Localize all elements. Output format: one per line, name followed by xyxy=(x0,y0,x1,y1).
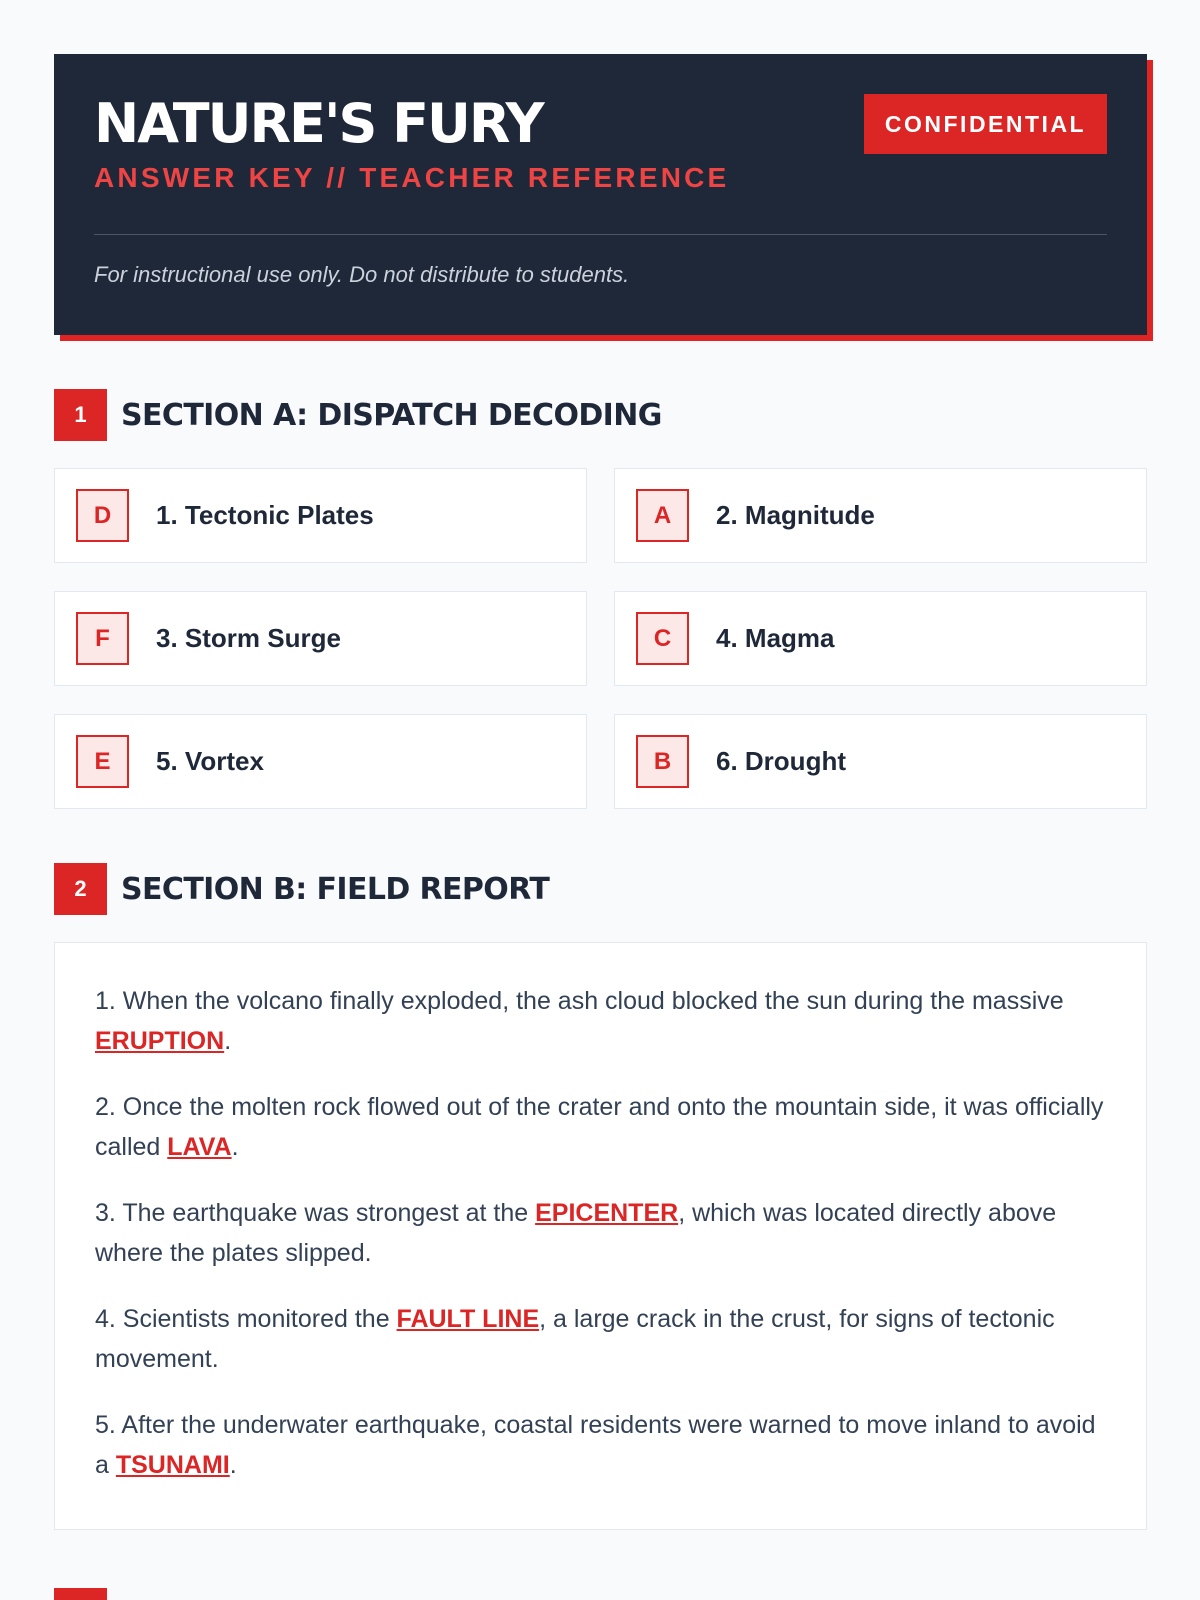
answer-word: LAVA xyxy=(167,1133,232,1161)
section-number-badge: 2 xyxy=(54,863,107,915)
page-subtitle: ANSWER KEY // TEACHER REFERENCE xyxy=(94,162,730,193)
sentence-text: 1. When the volcano finally exploded, the ash cloud blocked the sun during the massive xyxy=(95,987,1064,1015)
answer-word: TSUNAMI xyxy=(115,1451,230,1479)
answer-term: 2. Magnitude xyxy=(716,500,875,530)
section-a-heading xyxy=(54,389,1147,441)
section-b-heading xyxy=(54,863,1147,915)
page-title: NATURE'S FURY xyxy=(94,92,543,155)
header-card xyxy=(54,54,1147,335)
report-sentence xyxy=(95,1193,1106,1273)
answer-card xyxy=(614,591,1147,686)
answer-term: 1. Tectonic Plates xyxy=(156,500,374,530)
report-sentence xyxy=(95,1087,1106,1167)
answer-term: 3. Storm Surge xyxy=(156,623,341,653)
answer-letter-box: E xyxy=(76,735,129,788)
report-sentence xyxy=(95,1299,1106,1379)
answer-word: EPICENTER xyxy=(535,1199,679,1227)
header-divider xyxy=(94,234,1107,235)
answer-card xyxy=(54,468,587,563)
next-section-badge xyxy=(54,1588,107,1600)
section-title: SECTION A: DISPATCH DECODING xyxy=(121,397,662,433)
answer-word: ERUPTION xyxy=(95,1027,225,1055)
sentence-text: , a large crack in the crust, for signs of tectonic movement. xyxy=(95,1305,1055,1373)
answer-key-page xyxy=(54,54,1147,1530)
answer-term: 5. Vortex xyxy=(156,746,264,776)
answer-grid xyxy=(54,468,1147,809)
answer-letter-box: B xyxy=(636,735,689,788)
answer-letter-box: F xyxy=(76,612,129,665)
answer-card xyxy=(54,714,587,809)
sentence-text: . xyxy=(224,1027,232,1055)
section-title: SECTION B: FIELD REPORT xyxy=(121,871,550,907)
sentence-text: 2. Once the molten rock flowed out of the crater and onto the mountain side, it was officially called xyxy=(95,1093,1104,1161)
instructional-note: For instructional use only. Do not distribute to students. xyxy=(94,262,630,287)
sentence-text: 5. After the underwater earthquake, coastal residents were warned to move inland to avoid a xyxy=(95,1411,1096,1479)
field-report-card xyxy=(54,942,1147,1530)
sentence-text: , which was located directly above where the plates slipped. xyxy=(95,1199,1057,1267)
report-sentence xyxy=(95,1405,1106,1485)
report-sentence xyxy=(95,981,1106,1061)
answer-letter-box: D xyxy=(76,489,129,542)
section-number-badge: 1 xyxy=(54,389,107,441)
answer-card xyxy=(614,468,1147,563)
answer-letter-box: A xyxy=(636,489,689,542)
confidential-badge: CONFIDENTIAL xyxy=(864,94,1107,154)
answer-word: FAULT LINE xyxy=(396,1305,540,1333)
sentence-text: . xyxy=(231,1133,239,1161)
answer-term: 4. Magma xyxy=(716,623,835,653)
sentence-text: . xyxy=(229,1451,237,1479)
answer-card xyxy=(614,714,1147,809)
answer-term: 6. Drought xyxy=(716,746,846,776)
answer-letter-box: C xyxy=(636,612,689,665)
sentence-text: 3. The earthquake was strongest at the xyxy=(95,1199,536,1227)
answer-card xyxy=(54,591,587,686)
sentence-text: 4. Scientists monitored the xyxy=(95,1305,397,1333)
